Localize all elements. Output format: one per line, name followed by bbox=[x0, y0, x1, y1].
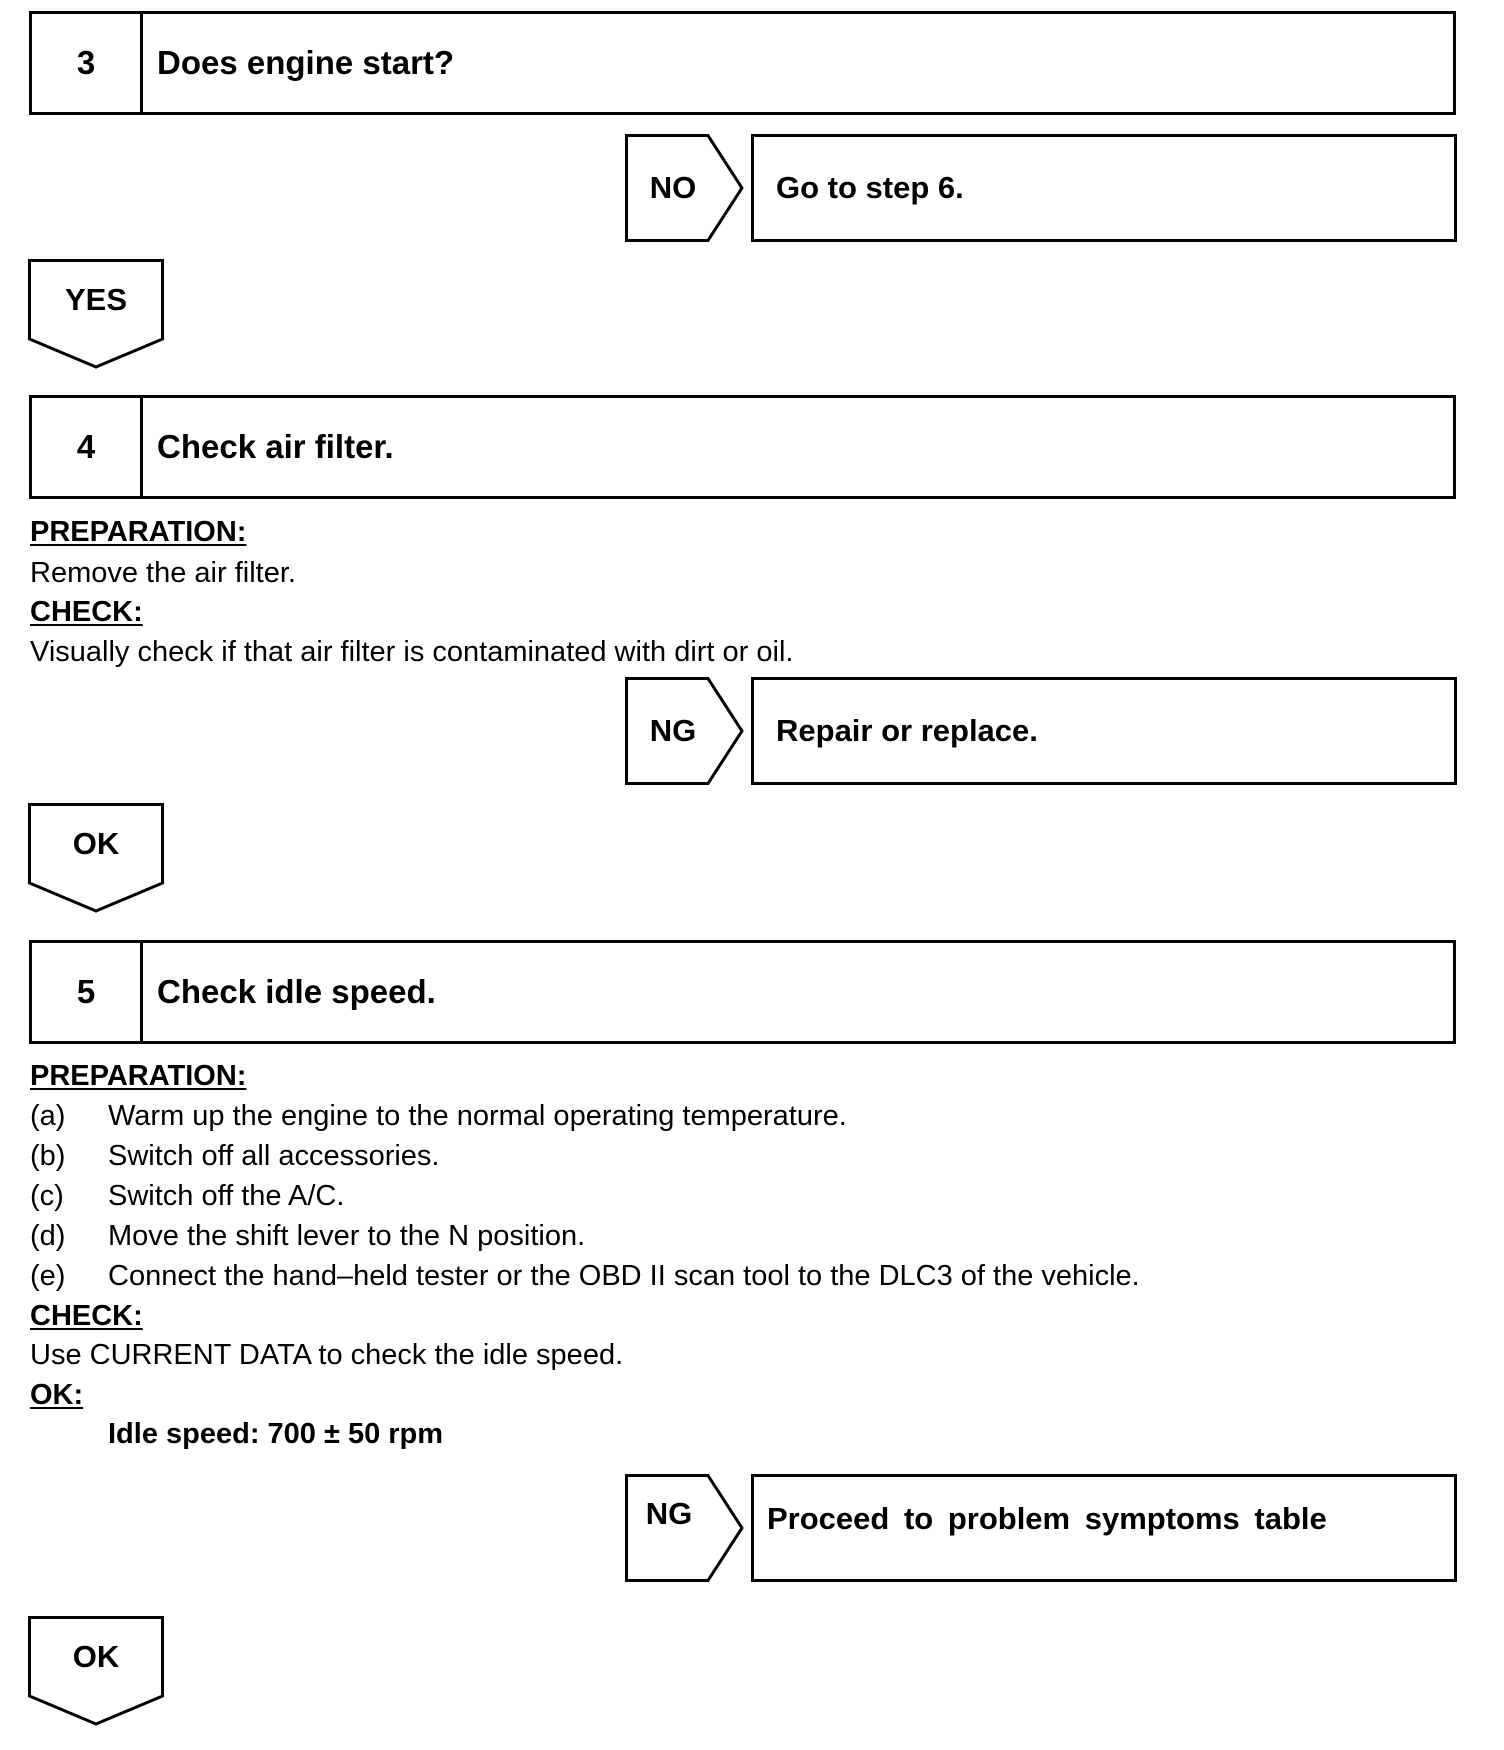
continue-tag-ok bbox=[28, 803, 164, 915]
list-item-text: Move the shift lever to the N position. bbox=[108, 1220, 586, 1252]
continue-tag-yes bbox=[28, 259, 164, 371]
list-item-text: Switch off all accessories. bbox=[108, 1140, 440, 1172]
list-item-letter: (a) bbox=[30, 1100, 66, 1132]
step-number: 4 bbox=[32, 398, 143, 496]
list-item bbox=[30, 1220, 585, 1253]
step-title: Check air filter. bbox=[157, 428, 394, 465]
check-heading: CHECK: bbox=[30, 596, 143, 628]
step-title: Does engine start? bbox=[157, 44, 455, 81]
step-5-box bbox=[29, 940, 1456, 1044]
preparation-text: Remove the air filter. bbox=[30, 557, 296, 589]
branch-tag-label: NG bbox=[645, 1496, 693, 1531]
check-heading: CHECK: bbox=[30, 1300, 143, 1332]
list-item-letter: (b) bbox=[30, 1140, 66, 1172]
branch-tag-label: NO bbox=[649, 170, 697, 205]
step-number: 5 bbox=[32, 943, 143, 1041]
list-item bbox=[30, 1140, 440, 1173]
continue-tag-label: OK bbox=[72, 826, 120, 861]
step-number: 3 bbox=[32, 14, 143, 112]
branch-tag-label: NG bbox=[649, 713, 697, 748]
list-item bbox=[30, 1100, 847, 1133]
continue-tag-ok bbox=[28, 1616, 164, 1728]
branch-result-box: Proceed to problem symptoms table bbox=[751, 1474, 1457, 1582]
list-item-text: Warm up the engine to the normal operating temperature. bbox=[108, 1100, 847, 1132]
preparation-heading: PREPARATION: bbox=[30, 1060, 247, 1092]
list-item bbox=[30, 1180, 344, 1213]
preparation-heading: PREPARATION: bbox=[30, 516, 247, 548]
idle-speed-spec: Idle speed: 700 ± 50 rpm bbox=[108, 1418, 444, 1450]
branch-result-box: Repair or replace. bbox=[751, 677, 1457, 785]
branch-tag-ng bbox=[625, 677, 745, 785]
branch-tag-ng bbox=[625, 1474, 745, 1582]
ok-heading: OK: bbox=[30, 1379, 84, 1411]
check-text: Visually check if that air filter is contaminated with dirt or oil. bbox=[30, 636, 794, 668]
step-title: Check idle speed. bbox=[157, 973, 436, 1010]
list-item bbox=[30, 1260, 1140, 1293]
branch-tag-no bbox=[625, 134, 745, 242]
list-item-text: Connect the hand–held tester or the OBD II scan tool to the DLC3 of the vehicle. bbox=[108, 1260, 1140, 1292]
list-item-letter: (d) bbox=[30, 1220, 66, 1252]
list-item-text: Switch off the A/C. bbox=[108, 1180, 345, 1212]
step-4-box bbox=[29, 395, 1456, 499]
branch-result-box: Go to step 6. bbox=[751, 134, 1457, 242]
check-text: Use CURRENT DATA to check the idle speed. bbox=[30, 1339, 624, 1371]
continue-tag-label: YES bbox=[64, 282, 128, 317]
list-item-letter: (c) bbox=[30, 1180, 64, 1212]
continue-tag-label: OK bbox=[72, 1639, 120, 1674]
step-3-box bbox=[29, 11, 1456, 115]
list-item-letter: (e) bbox=[30, 1260, 66, 1292]
